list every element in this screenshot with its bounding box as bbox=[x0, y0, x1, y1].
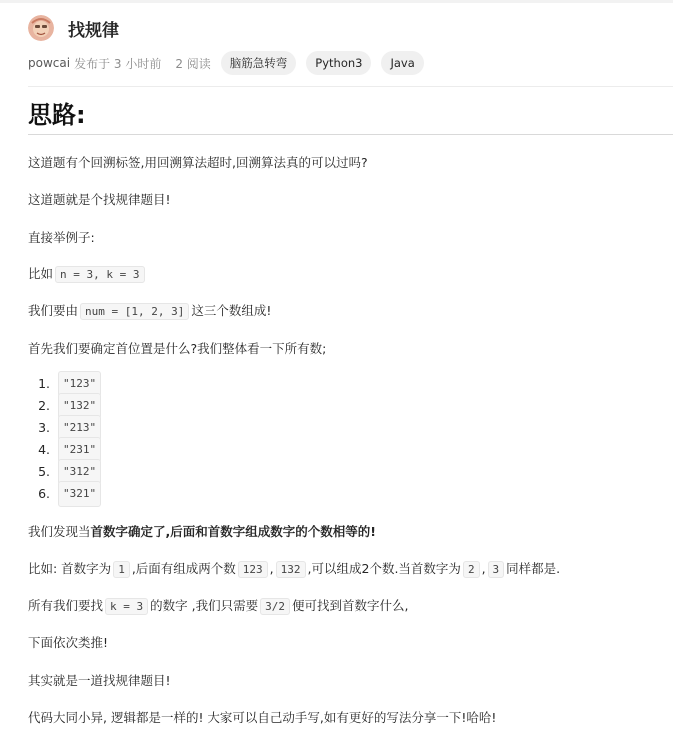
paragraph: 直接举例子: bbox=[28, 230, 95, 245]
inline-code: "312" bbox=[58, 459, 101, 485]
paragraph: 下面依次类推! bbox=[28, 635, 109, 650]
list-item bbox=[28, 417, 103, 439]
list-number: 1. bbox=[38, 376, 50, 391]
list-item bbox=[28, 483, 103, 505]
inline-code: "123" bbox=[58, 371, 101, 397]
post-header bbox=[28, 14, 119, 42]
paragraph: 其实就是一道找规律题目! bbox=[28, 673, 171, 688]
list-number: 2. bbox=[38, 398, 50, 413]
inline-code: "321" bbox=[58, 481, 101, 507]
paragraph: 这道题有个回溯标签,用回溯算法超时,回溯算法真的可以过吗? bbox=[28, 155, 368, 170]
author-name[interactable]: powcai bbox=[28, 56, 71, 70]
tag-python3[interactable]: Python3 bbox=[306, 51, 371, 75]
list-number: 3. bbox=[38, 420, 50, 435]
paragraph: 首先我们要确定首位置是什么?我们整体看一下所有数; bbox=[28, 341, 327, 356]
text: , bbox=[269, 561, 274, 576]
top-divider bbox=[0, 0, 673, 3]
text: 比如: 首数字为 bbox=[28, 561, 112, 576]
paragraph-observation bbox=[28, 522, 376, 540]
text: 我们发现当 bbox=[28, 524, 91, 539]
inline-code: 2 bbox=[463, 561, 480, 578]
text: 同样都是. bbox=[506, 561, 561, 576]
paragraph: 这道题就是个找规律题目! bbox=[28, 192, 171, 207]
header-divider bbox=[28, 86, 673, 87]
paragraph-example-2 bbox=[28, 559, 560, 577]
section-heading: 思路: bbox=[28, 96, 673, 135]
text: 便可找到首数字什么, bbox=[291, 598, 409, 613]
article-body bbox=[28, 96, 673, 725]
inline-code: "213" bbox=[58, 415, 101, 441]
inline-code: "231" bbox=[58, 437, 101, 463]
post-meta bbox=[28, 51, 424, 75]
list-number: 6. bbox=[38, 486, 50, 501]
inline-code: 1 bbox=[113, 561, 130, 578]
inline-code: 123 bbox=[238, 561, 268, 578]
read-count: 2 阅读 bbox=[175, 56, 211, 71]
paragraph: 代码大同小异, 逻辑都是一样的! 大家可以自己动手写,如有更好的写法分享一下!哈哈! bbox=[28, 710, 497, 725]
list-item bbox=[28, 373, 103, 395]
list-number: 4. bbox=[38, 442, 50, 457]
list-item bbox=[28, 395, 103, 417]
inline-code: n = 3, k = 3 bbox=[55, 266, 144, 283]
text: 这三个数组成! bbox=[191, 303, 272, 318]
list-item bbox=[28, 439, 103, 461]
inline-code: 3 bbox=[488, 561, 505, 578]
page-title: 找规律 bbox=[68, 20, 119, 41]
avatar[interactable] bbox=[28, 15, 54, 41]
inline-code: k = 3 bbox=[105, 598, 148, 615]
avatar-icon bbox=[28, 15, 54, 41]
paragraph-nums bbox=[28, 301, 271, 319]
inline-code: 132 bbox=[276, 561, 306, 578]
inline-code: num = [1, 2, 3] bbox=[80, 303, 189, 320]
bold-text: 首数字确定了,后面和首数字组成数字的个数相等的! bbox=[90, 524, 376, 539]
inline-code: "132" bbox=[58, 393, 101, 419]
paragraph-example bbox=[28, 264, 147, 282]
text: ,可以组成2个数.当首数字为 bbox=[307, 561, 461, 576]
tag-brain-teaser[interactable]: 脑筋急转弯 bbox=[221, 51, 297, 75]
paragraph-find bbox=[28, 596, 408, 614]
text: 所有我们要找 bbox=[28, 598, 104, 613]
text: , bbox=[481, 561, 486, 576]
tag-java[interactable]: Java bbox=[381, 51, 423, 75]
text: 我们要由 bbox=[28, 303, 79, 318]
text: 的数字 ,我们只需要 bbox=[150, 598, 259, 613]
publish-time: 发布于 3 小时前 bbox=[74, 56, 162, 71]
list-item bbox=[28, 461, 103, 483]
text: 比如 bbox=[28, 266, 54, 281]
inline-code: 3/2 bbox=[260, 598, 290, 615]
text: ,后面有组成两个数 bbox=[131, 561, 236, 576]
list-number: 5. bbox=[38, 464, 50, 479]
permutation-list bbox=[28, 373, 103, 505]
